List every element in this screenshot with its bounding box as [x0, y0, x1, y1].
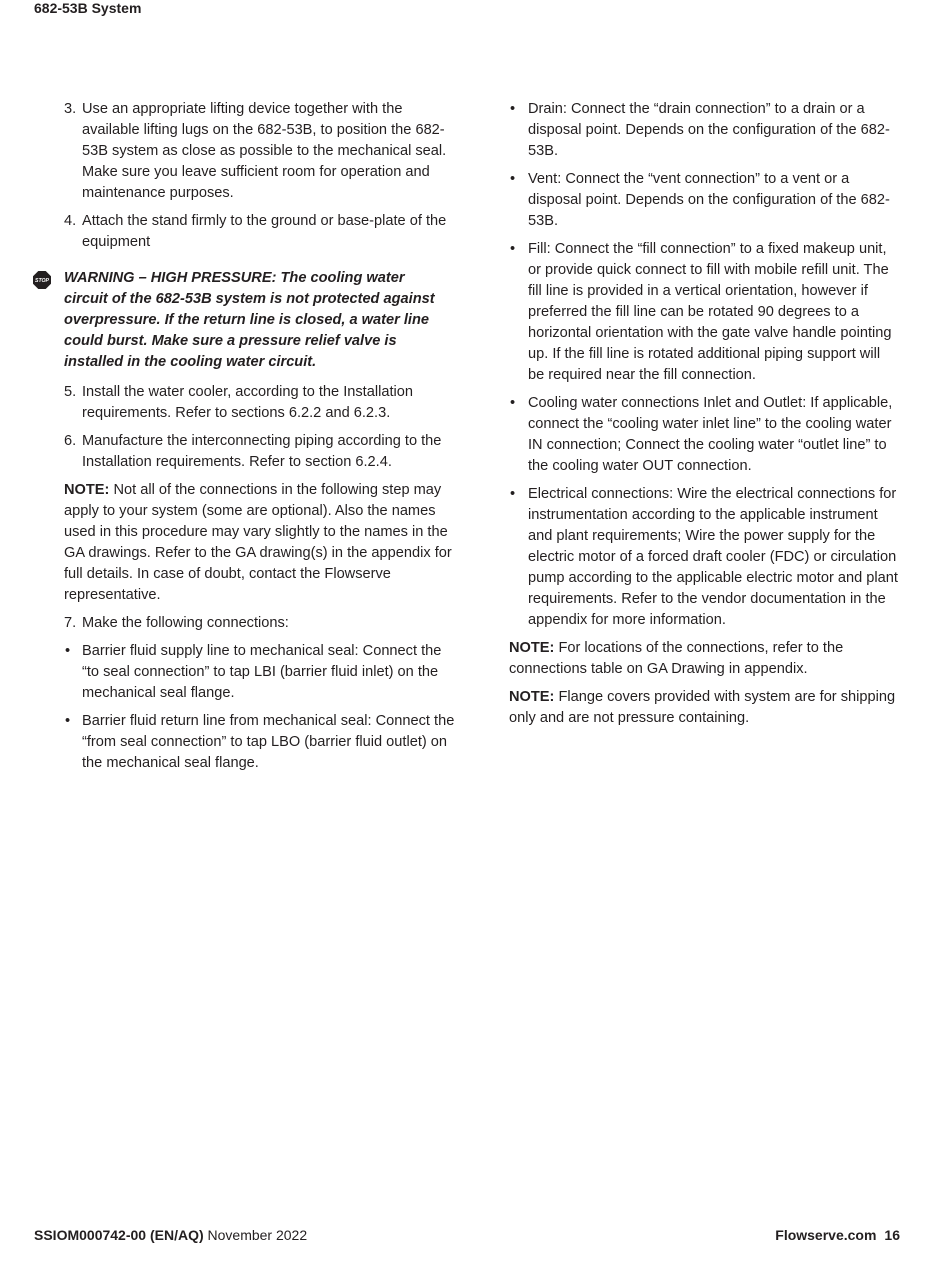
- step-number: 3.: [64, 101, 77, 117]
- step-text: Attach the stand firmly to the ground or base-plate of the equipment: [82, 213, 447, 250]
- footer-site-page: [775, 1227, 900, 1243]
- bullet-text: Barrier fluid return line from mechanical seal: Connect the “from seal connection” to tap LBO (barrier fluid outlet) on the mechanical seal flange.: [82, 713, 455, 771]
- bullet-marker: •: [510, 241, 516, 257]
- bullet-item: [509, 99, 899, 162]
- note-text: For locations of the connections, refer to the connections table on GA Drawing in appendix.: [509, 640, 844, 677]
- bullet-marker: •: [510, 101, 516, 117]
- step-number: 4.: [64, 213, 77, 229]
- high-pressure-warning: [34, 268, 448, 373]
- bullet-text: Cooling water connections Inlet and Outlet: If applicable, connect the “cooling water inlet line” to the cooling water IN connection; Connect the cooling water “outlet line” to the cooling water OUT connection.: [528, 395, 893, 474]
- running-header-title: 682-53B System: [34, 0, 142, 16]
- note-text: Flange covers provided with system are for shipping only and are not pressure containing.: [509, 689, 896, 726]
- step-number: 5.: [64, 384, 77, 400]
- step-text: Install the water cooler, according to the Installation requirements. Refer to sections 6.2.2 and 6.2.3.: [82, 384, 413, 421]
- step-item: [64, 211, 458, 253]
- note-label: NOTE:: [64, 482, 110, 498]
- bullet-item: [509, 239, 899, 386]
- publication-date: November 2022: [203, 1227, 308, 1243]
- step-item: [64, 382, 458, 424]
- bullet-text: Fill: Connect the “fill connection” to a fixed makeup unit, or provide quick connect to fill with mobile refill unit. The fill line is provided in a vertical orientation, however if preferred the fill line can be rotated 90 degrees to a horizontal orientation with the gate valve handle pointing up. If the fill line is rotated additional piping support will be required near the fill connection.: [528, 241, 892, 383]
- note-paragraph: [509, 687, 899, 729]
- bullet-item: [64, 711, 458, 774]
- bullet-marker: •: [65, 713, 71, 729]
- document-id: SSIOM000742-00 (EN/AQ): [34, 1227, 204, 1243]
- left-column: [34, 99, 458, 781]
- step-item: [64, 613, 458, 634]
- bullet-text: Drain: Connect the “drain connection” to a drain or a disposal point. Depends on the configuration of the 682-53B.: [528, 101, 890, 159]
- note-paragraph: [64, 480, 458, 606]
- step-text: Make the following connections:: [82, 615, 289, 631]
- bullet-marker: •: [510, 486, 516, 502]
- stop-sign-icon: [33, 271, 51, 289]
- bullet-text: Electrical connections: Wire the electrical connections for instrumentation according to the applicable instrument and plant requirements; Wire the power supply for the electric motor of a forced draft cooler (FDC) or circulation pump according to the applicable electric motor and plant requirements. Refer to the vendor documentation in the appendix for more information.: [528, 486, 898, 628]
- step-text: Manufacture the interconnecting piping according to the Installation requirements. Refer to section 6.2.4.: [82, 433, 442, 470]
- bullet-item: [509, 393, 899, 477]
- page-number: 16: [884, 1227, 900, 1243]
- step-number: 7.: [64, 615, 77, 631]
- warning-text: WARNING – HIGH PRESSURE: The cooling water circuit of the 682-53B system is not protected against overpressure. If the return line is closed, a water line could burst. Make sure a pressure relief valve is installed in the cooling water circuit.: [64, 270, 435, 370]
- footer-document-id: [34, 1227, 307, 1243]
- bullet-item: [509, 484, 899, 631]
- bullet-marker: •: [65, 643, 71, 659]
- right-column: [509, 99, 899, 736]
- step-number: 6.: [64, 433, 77, 449]
- bullet-text: Vent: Connect the “vent connection” to a vent or a disposal point. Depends on the configuration of the 682-53B.: [528, 171, 890, 229]
- note-label: NOTE:: [509, 689, 555, 705]
- note-label: NOTE:: [509, 640, 555, 656]
- step-item: [64, 431, 458, 473]
- website-link[interactable]: Flowserve.com: [775, 1227, 877, 1243]
- note-text: Not all of the connections in the following step may apply to your system (some are optional). Also the names used in this procedure may vary slightly to the names in the GA drawings. Refer to the GA drawing(s) in the appendix for full details. In case of doubt, contact the Flowserve representative.: [64, 482, 452, 603]
- bullet-text: Barrier fluid supply line to mechanical seal: Connect the “to seal connection” to tap LBI (barrier fluid inlet) on the mechanical seal flange.: [82, 643, 442, 701]
- bullet-item: [509, 169, 899, 232]
- bullet-marker: •: [510, 395, 516, 411]
- bullet-item: [64, 641, 458, 704]
- step-item: [64, 99, 458, 204]
- note-paragraph: [509, 638, 899, 680]
- stop-sign-label: STOP: [34, 278, 50, 285]
- step-text: Use an appropriate lifting device together with the available lifting lugs on the 682-53B, to position the 682-53B system as close as possible to the mechanical seal. Make sure you leave sufficient room for operation and maintenance purposes.: [82, 101, 447, 201]
- bullet-marker: •: [510, 171, 516, 187]
